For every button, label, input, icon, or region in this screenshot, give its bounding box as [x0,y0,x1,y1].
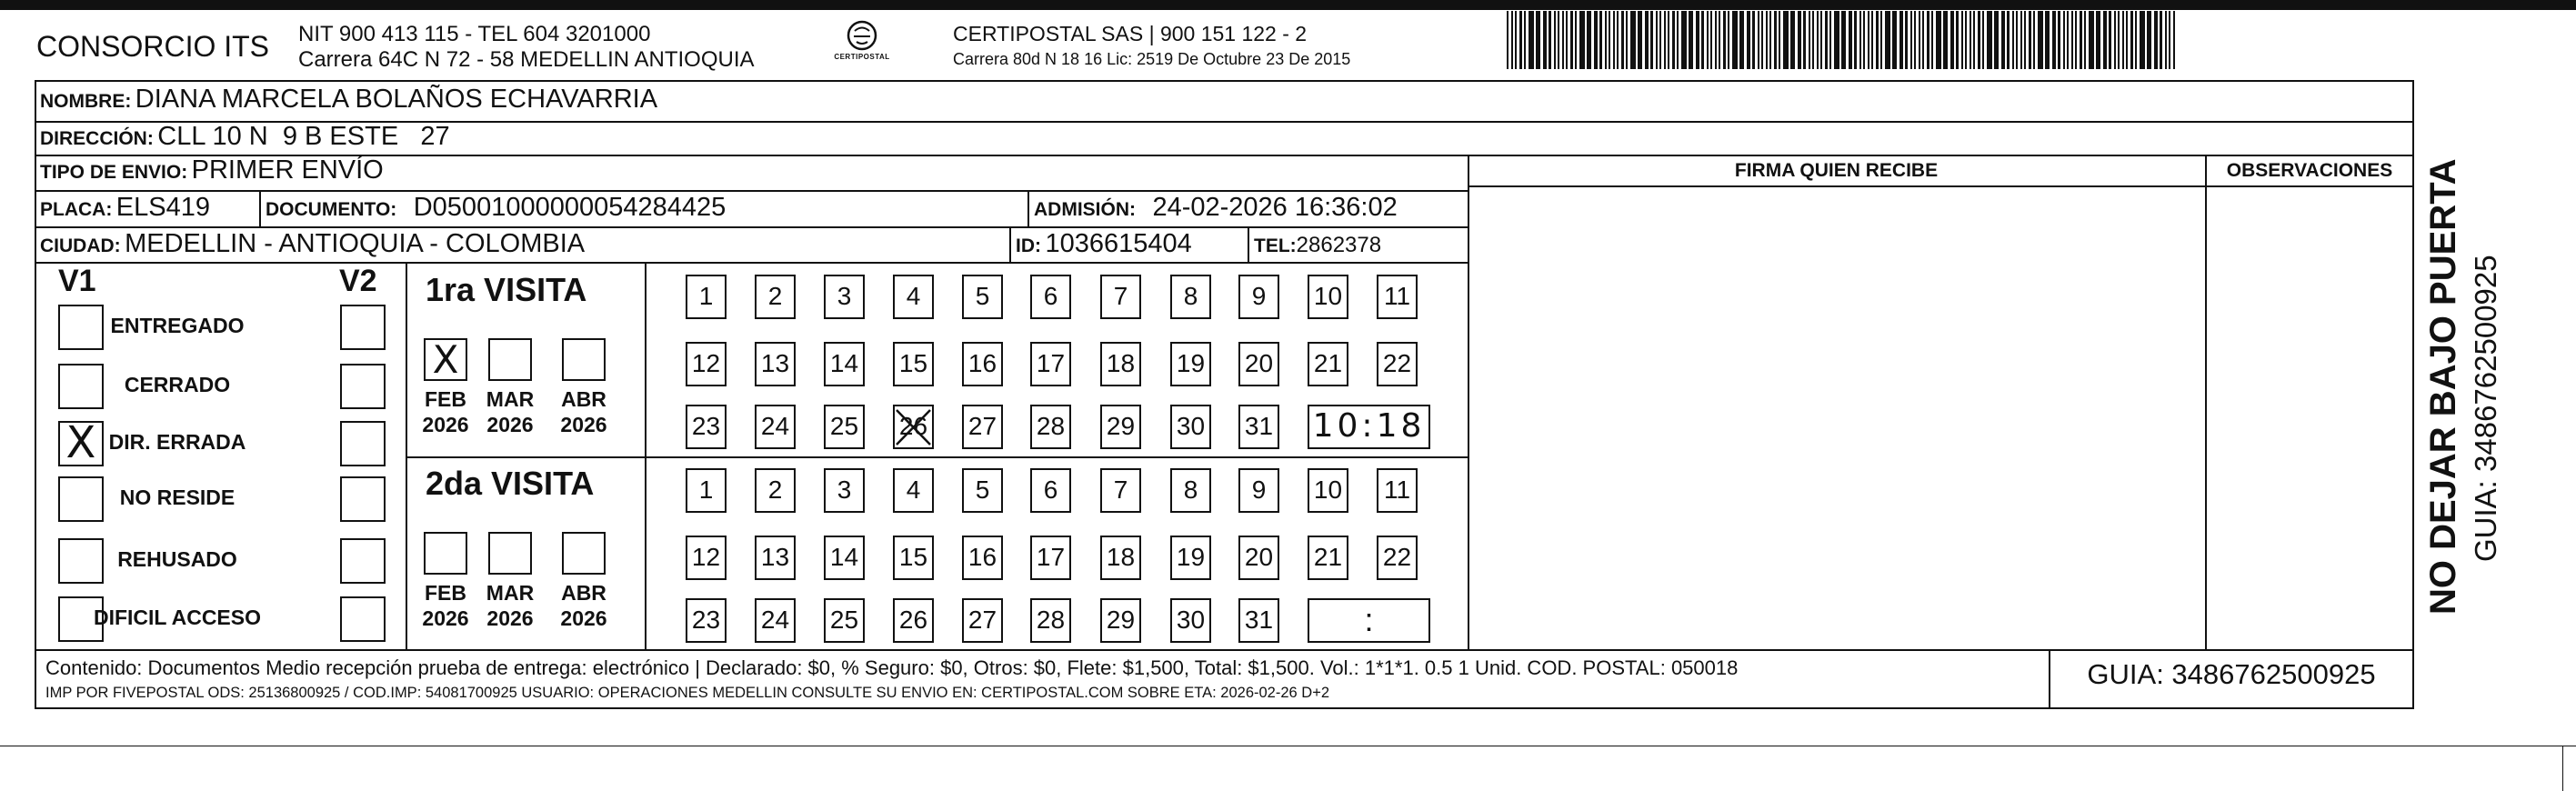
barcode-bar [2160,11,2162,69]
day-cell[interactable]: 10 [1308,468,1348,513]
day-cell[interactable]: 31 [1238,598,1279,643]
barcode-bar [1899,11,1903,69]
direccion-row [40,122,450,152]
ciudad-cell [40,229,585,259]
status-v2-checkbox[interactable] [340,538,386,584]
id-value: 1036615404 [1045,229,1192,258]
footer-imp: IMP POR FIVEPOSTAL ODS: 25136800925 / COD.IMP: 54081700925 USUARIO: OPERACIONES MEDELLIN CONSULTE SU ENVIO EN: CERTIPOSTAL.COM SOBRE ETA: 2026-02-26 D+2 [45,685,1330,701]
barcode-bar [1950,11,1954,69]
status-v2-checkbox[interactable] [340,596,386,642]
barcode-bar [1905,11,1908,69]
barcode-bar [1854,11,1857,69]
barcode-bar [1609,11,1610,69]
barcode-bar [1599,11,1602,69]
barcode-bar [1719,11,1720,69]
barcode-bar [1965,11,1967,69]
barcode-bar [1803,11,1806,69]
barcode-bar [2016,11,2018,69]
barcode-bar [1798,11,1801,69]
day-cell[interactable]: 21 [1308,342,1348,386]
month-name: ABR [561,581,606,605]
day-cell[interactable]: 9 [1238,275,1279,319]
barcode-bar [1656,11,1658,69]
month-year: 2026 [560,606,607,630]
day-cell[interactable]: 27 [962,598,1003,643]
barcode-bar [1809,11,1810,69]
footer-line [35,649,2414,651]
month-year: 2026 [560,413,607,436]
status-v2-checkbox[interactable] [340,364,386,409]
day-cell[interactable]: 15 [893,342,934,386]
day-cell[interactable]: 16 [962,536,1003,580]
visit-time-box[interactable]: 10:18 [1308,405,1430,449]
barcode-bar [1507,11,1509,69]
month-year: 2026 [422,413,469,436]
col-line [1027,190,1029,226]
barcode-bar [2012,11,2014,69]
day-cell[interactable]: 20 [1238,536,1279,580]
placa-label: PLACA: [40,199,113,220]
firma-header: FIRMA QUIEN RECIBE [1734,160,1939,181]
side-note [2419,105,2546,615]
barcode-bar [1922,11,1924,69]
month-checkbox[interactable] [424,532,467,575]
barcode-bar [1817,11,1819,69]
day-cell[interactable]: 22 [1377,342,1418,386]
barcode-bar [1982,11,1984,69]
tipo-envio-label: TIPO DE ENVIO: [40,162,188,183]
row-line [35,190,1468,192]
ciudad-value: MEDELLIN - ANTIOQUIA - COLOMBIA [125,229,586,258]
tipo-envio-row [40,155,384,185]
month-name: ABR [561,387,606,411]
barcode-icon [1505,11,2178,69]
barcode-bar [2147,11,2151,69]
barcode-bar [1566,11,1568,69]
barcode-bar [1579,11,1585,69]
status-label: NO RESIDE [119,486,236,509]
barcode-bar [1696,11,1699,69]
id-label: ID: [1016,235,1041,256]
day-cell[interactable]: 13 [755,536,796,580]
barcode-bar [2118,11,2120,69]
barcode-icon-graphic [1505,11,2178,69]
barcode-bar [2089,11,2094,69]
visit-title: 1ra VISITA [426,271,587,308]
admision-value: 24-02-2026 16:36:02 [1152,193,1398,222]
barcode-bar [1638,11,1642,69]
barcode-bar [1766,11,1768,69]
col-line [406,262,407,649]
company-nit-tel: NIT 900 413 115 - TEL 604 3201000 [298,22,651,46]
day-cell[interactable]: 23 [686,405,727,449]
tel-label: TEL: [1254,235,1297,256]
day-cell[interactable]: 7 [1100,275,1141,319]
col-line [645,262,647,649]
barcode-bar [2154,11,2158,69]
barcode-bar [2029,11,2031,69]
barcode-bar [1931,11,1933,69]
nombre-label: NOMBRE: [40,91,132,112]
day-cell[interactable]: 16 [962,342,1003,386]
barcode-bar [2001,11,2005,69]
observaciones-header: OBSERVACIONES [2226,160,2393,181]
footer-contenido: Contenido: Documentos Medio recepción prueba de entrega: electrónico | Declarado: $0, % Seguro: $0, Otros: $0, Flete: $1,500, Total: $1,500. Vol.: 1*1*1. 0.5 1 Unid. COD. POSTAL: 050018 [45,656,1739,679]
status-label: ENTREGADO [110,314,245,337]
month-checkbox[interactable] [488,338,532,381]
status-v2-checkbox[interactable] [340,305,386,350]
barcode-bar [1621,11,1624,69]
barcode-bar [1849,11,1852,69]
day-cell[interactable]: 26 [893,598,934,643]
barcode-bar [1728,11,1729,69]
barcode-bar [1919,11,1920,69]
barcode-bar [1885,11,1890,69]
day-cell[interactable]: 24 [755,405,796,449]
barcode-bar [1587,11,1591,69]
month-checkbox[interactable] [488,532,532,575]
day-cell[interactable]: 12 [686,342,727,386]
barcode-bar [1871,11,1873,69]
barcode-bar [1536,11,1540,69]
day-cell[interactable]: 9 [1238,468,1279,513]
day-cell[interactable]: 28 [1030,598,1071,643]
barcode-bar [1943,11,1948,69]
barcode-bar [2033,11,2035,69]
barcode-bar [1645,11,1649,69]
barcode-bar [2173,11,2175,69]
nombre-row [40,85,657,115]
barcode-bar [1732,11,1738,69]
barcode-bar [1825,11,1828,69]
side-no-dejar: NO DEJAR BAJO PUERTA [2423,158,2463,615]
col-line [259,190,261,226]
barcode-bar [2169,11,2170,69]
barcode-bar [1562,11,1564,69]
barcode-bar [1710,11,1712,69]
day-cell[interactable]: 13 [755,342,796,386]
barcode-bar [1880,11,1882,69]
v2-header: V2 [339,264,377,298]
day-cell[interactable]: 1 [686,468,727,513]
barcode-bar [1511,11,1513,69]
placa-cell [40,193,210,223]
day-cell[interactable]: 17 [1030,536,1071,580]
barcode-bar [1987,11,1992,69]
barcode-bar [1863,11,1865,69]
tel-cell [1254,233,1381,258]
barcode-bar [2075,11,2077,69]
barcode-bar [1876,11,1879,69]
barcode-bar [1868,11,1869,69]
barcode-bar [1752,11,1755,69]
barcode-bar [1543,11,1547,69]
barcode-bar [1790,11,1795,69]
barcode-bar [1758,11,1759,69]
barcode-bar [2135,11,2137,69]
day-cell[interactable]: 2 [755,275,796,319]
barcode-bar [1558,11,1559,69]
logo-text: CERTIPOSTAL [834,53,890,61]
status-label: DIFICIL ACCESO [93,606,261,629]
direccion-value: CLL 10 N 9 B ESTE 27 [157,122,450,151]
day-cell[interactable]: 19 [1170,536,1211,580]
day-cell[interactable]: 5 [962,468,1003,513]
barcode-bar [2067,11,2069,69]
footer-guia: GUIA: 3486762500925 [2087,658,2376,690]
barcode-bar [1659,11,1661,69]
barcode-bar [1769,11,1771,69]
status-v2-checkbox[interactable] [340,421,386,466]
visit-title: 2da VISITA [426,465,595,502]
barcode-bar [2045,11,2050,69]
barcode-bar [1664,11,1666,69]
barcode-bar [1739,11,1744,69]
day-cross-mark-icon [893,405,934,449]
side-guia: GUIA: 3486762500925 [2469,255,2502,562]
day-cell[interactable]: 3 [824,275,865,319]
barcode-bar [2058,11,2060,69]
barcode-bar [2130,11,2133,69]
barcode-bar [2071,11,2073,69]
bottom-edge [2562,746,2563,791]
certipostal-logo [835,20,889,71]
admision-label: ADMISIÓN: [1034,199,1136,220]
barcode-bar [1650,11,1653,69]
direccion-label: DIRECCIÓN: [40,128,154,149]
day-cell[interactable]: 5 [962,275,1003,319]
barcode-bar [2096,11,2100,69]
day-cell[interactable]: 26 [893,405,934,449]
documento-value: D05001000000054284425 [413,193,727,222]
status-label: CERRADO [124,373,231,396]
barcode-bar [1774,11,1777,69]
barcode-bar [1613,11,1615,69]
documento-label: DOCUMENTO: [266,199,397,220]
day-cell[interactable]: 29 [1100,405,1141,449]
day-cell[interactable]: 18 [1100,342,1141,386]
barcode-bar [1761,11,1763,69]
visit-divider [406,456,1468,458]
barcode-bar [1978,11,1980,69]
day-cell[interactable]: 6 [1030,275,1071,319]
barcode-bar [1605,11,1607,69]
day-cell[interactable]: 28 [1030,405,1071,449]
day-cell[interactable]: 25 [824,598,865,643]
month-year: 2026 [486,606,534,630]
day-cell[interactable]: 11 [1377,468,1418,513]
v1-header: V1 [58,264,96,298]
day-cell[interactable]: 14 [824,342,865,386]
day-cell[interactable]: 11 [1377,275,1418,319]
barcode-bar [2114,11,2116,69]
barcode-bar [1529,11,1534,69]
barcode-bar [2007,11,2010,69]
month-checkbox[interactable] [562,338,606,381]
barcode-bar [1834,11,1839,69]
day-cell[interactable]: 22 [1377,536,1418,580]
day-cell[interactable]: 30 [1170,405,1211,449]
month-name: MAR [486,581,535,605]
day-cell[interactable]: 17 [1030,342,1071,386]
observaciones-area[interactable] [2207,187,2412,647]
barcode-bar [1626,11,1628,69]
row-line [35,226,1468,228]
visit-time-box[interactable]: : [1308,598,1430,643]
placa-value: ELS419 [115,193,210,222]
barcode-bar [1779,11,1780,69]
barcode-bar [2165,11,2167,69]
id-cell [1016,229,1192,259]
barcode-bar [1668,11,1669,69]
barcode-bar [2080,11,2082,69]
barcode-bar [1994,11,1999,69]
barcode-bar [1701,11,1704,69]
barcode-bar [1812,11,1814,69]
status-v2-checkbox[interactable] [340,476,386,522]
barcode-bar [1859,11,1861,69]
top-border [0,0,2576,10]
ciudad-label: CIUDAD: [40,235,121,256]
barcode-bar [1892,11,1897,69]
day-cell[interactable]: 25 [824,405,865,449]
barcode-bar [2052,11,2056,69]
documento-cell [266,193,726,223]
barcode-bar [1783,11,1789,69]
barcode-bar [1549,11,1551,69]
barcode-bar [1715,11,1717,69]
month-name: FEB [425,387,466,411]
company-address: Carrera 64C N 72 - 58 MEDELLIN ANTIOQUIA [298,47,755,72]
barcode-bar [1630,11,1636,69]
certipostal-logo-icon [835,20,889,71]
barcode-bar [2103,11,2107,69]
day-cell[interactable]: 4 [893,468,934,513]
barcode-bar [1910,11,1912,69]
barcode-bar [1723,11,1726,69]
certipostal-line2: Carrera 80d N 18 16 Lic: 2519 De Octubre 23 De 2015 [953,50,1351,68]
barcode-bar [1961,11,1963,69]
barcode-bar [1677,11,1679,69]
status-label: DIR. ERRADA [108,430,246,454]
day-cell[interactable]: 1 [686,275,727,319]
status-label: REHUSADO [117,547,237,571]
col-line [1009,226,1011,262]
barcode-bar [1707,11,1709,69]
day-cell[interactable]: 20 [1238,342,1279,386]
barcode-bar [2084,11,2086,69]
barcode-bar [2038,11,2043,69]
month-year: 2026 [422,606,469,630]
day-cell[interactable]: 10 [1308,275,1348,319]
barcode-bar [1570,11,1573,69]
barcode-bar [2109,11,2111,69]
barcode-bar [1617,11,1619,69]
barcode-bar [1524,11,1526,69]
row-line [35,262,1468,264]
day-cell[interactable]: 23 [686,598,727,643]
signature-area[interactable] [1469,187,2203,647]
tel-value: 2862378 [1296,233,1382,257]
barcode-bar [1554,11,1556,69]
col-line [1248,226,1249,262]
nombre-value: DIANA MARCELA BOLAÑOS ECHAVARRIA [135,85,658,114]
barcode-bar [2140,11,2145,69]
status-v1-checkbox[interactable]: X [58,421,104,466]
barcode-bar [2122,11,2124,69]
barcode-bar [1575,11,1577,69]
barcode-bar [1914,11,1916,69]
day-cell[interactable]: 12 [686,536,727,580]
barcode-bar [1515,11,1517,69]
day-cell[interactable]: 18 [1100,536,1141,580]
day-cell[interactable]: 27 [962,405,1003,449]
barcode-bar [2063,11,2065,69]
barcode-bar [1594,11,1598,69]
day-cell[interactable]: 21 [1308,536,1348,580]
day-cell[interactable]: 15 [893,536,934,580]
day-cell[interactable]: 7 [1100,468,1141,513]
barcode-bar [1841,11,1846,69]
day-cell[interactable]: 29 [1100,598,1141,643]
row-line [35,155,2414,156]
month-name: FEB [425,581,466,605]
month-name: MAR [486,387,535,411]
barcode-bar [1672,11,1675,69]
barcode-bar [1820,11,1822,69]
day-cell[interactable]: 8 [1170,275,1211,319]
barcode-bar [1970,11,1971,69]
barcode-bar [1689,11,1693,69]
day-cell[interactable]: 19 [1170,342,1211,386]
day-cell[interactable]: 31 [1238,405,1279,449]
day-cell[interactable]: 6 [1030,468,1071,513]
day-cell[interactable]: 14 [824,536,865,580]
day-cell[interactable]: 30 [1170,598,1211,643]
tipo-envio-value: PRIMER ENVÍO [191,155,384,185]
barcode-bar [1681,11,1687,69]
barcode-bar [1927,11,1929,69]
barcode-bar [1747,11,1750,69]
barcode-bar [1936,11,1941,69]
month-checkbox[interactable] [562,532,606,575]
certipostal-line1: CERTIPOSTAL SAS | 900 151 122 - 2 [953,22,1308,45]
barcode-bar [2020,11,2022,69]
day-cell[interactable]: 2 [755,468,796,513]
month-checkbox[interactable]: X [424,338,467,381]
barcode-bar [1519,11,1522,69]
month-year: 2026 [486,413,534,436]
company-name: CONSORCIO ITS [36,30,270,63]
day-cell[interactable]: 3 [824,468,865,513]
barcode-bar [2024,11,2026,69]
day-cell[interactable]: 4 [893,275,934,319]
barcode-bar [1956,11,1959,69]
barcode-bar [1973,11,1975,69]
day-cell[interactable]: 8 [1170,468,1211,513]
barcode-bar [2126,11,2128,69]
day-cell[interactable]: 24 [755,598,796,643]
admision-cell [1034,193,1398,223]
barcode-bar [1829,11,1831,69]
